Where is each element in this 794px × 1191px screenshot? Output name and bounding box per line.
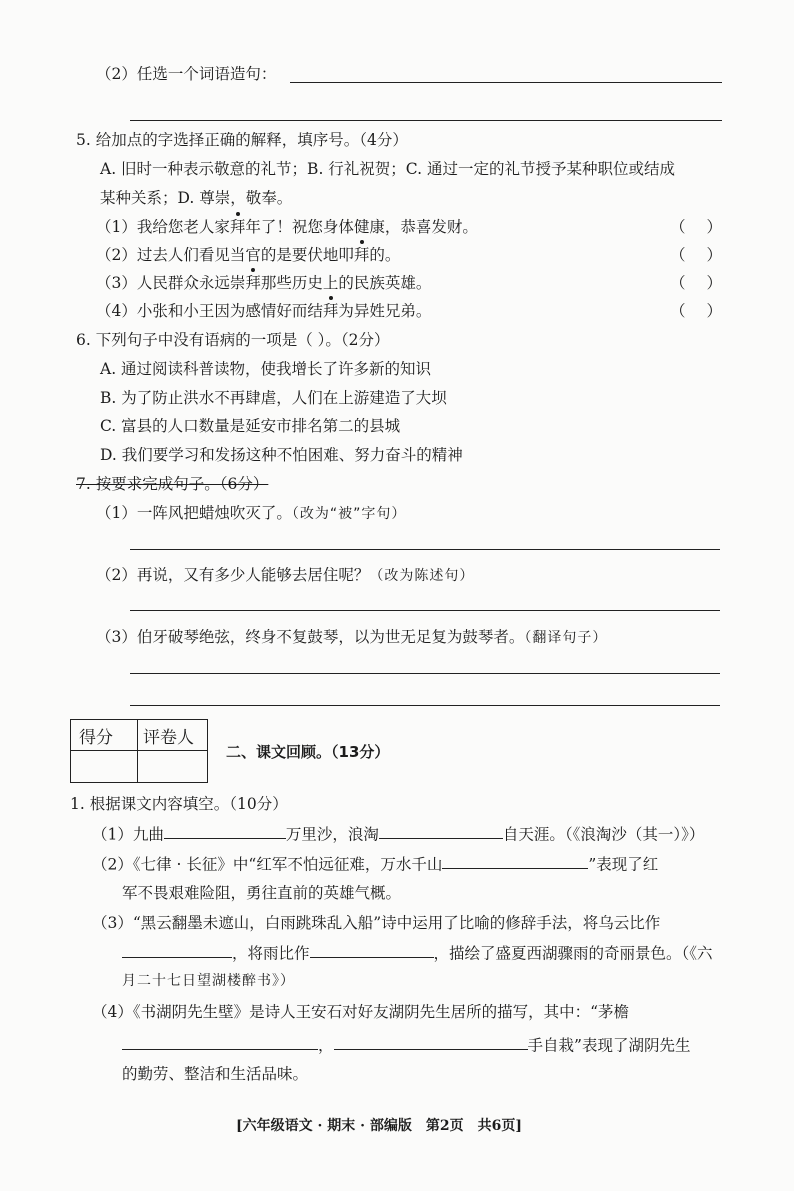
q6-option-a: A. 通过阅读科普读物，使我增长了许多新的知识 (100, 360, 432, 378)
q4-sentence-label: （2）任选一个词语造句： (96, 65, 277, 83)
q7-item-1 (96, 501, 406, 523)
q7-answer-line-3b[interactable] (130, 705, 720, 706)
s2q1-line3: （3）“黑云翻墨未遮山，白雨跳珠乱入船”诗中运用了比喻的修辞手法，将乌云比作 (92, 914, 661, 932)
s2q1-line3c: 月二十七日望湖楼醉书》） (122, 973, 295, 989)
dotted-char: 拜 (245, 271, 261, 293)
q7-title: 7. 按要求完成句子。（6分） (76, 475, 269, 493)
s2q1-line4b (122, 1033, 690, 1055)
score-header: 得分 (79, 728, 113, 748)
s2q1-line1 (92, 822, 704, 844)
q5-item-text: 为异姓兄弟。 (338, 302, 432, 320)
q7-answer-line-2[interactable] (130, 610, 720, 611)
blank[interactable] (122, 941, 232, 958)
s2q1-line4: （4）《书湖阴先生壁》是诗人王安石对好友湖阴先生居所的描写，其中：“茅檐 (92, 1003, 630, 1021)
dotted-char: 拜 (323, 299, 339, 321)
fill-text: 手自栽”表现了湖阴先生 (527, 1036, 691, 1055)
q5-options-line2: 某种关系；D. 尊崇，敬奉。 (100, 189, 293, 207)
q5-item-text: （2）过去人们看见当官的是要伏地叩 (96, 246, 354, 264)
q7-item-note: （翻译句子） (524, 630, 608, 646)
q5-item-text: （4）小张和小王因为感情好而结 (96, 302, 323, 320)
blank[interactable] (122, 1033, 318, 1050)
q5-options-line1: A. 旧时一种表示敬意的礼节；B. 行礼祝贺；C. 通过一定的礼节授予某种职位或结成 (100, 160, 675, 178)
blank[interactable] (442, 852, 588, 869)
q5-item-2 (96, 243, 400, 265)
q6-option-b: B. 为了防止洪水不再肆虐，人们在上游建造了大坝 (100, 389, 447, 407)
fill-text: （2）《七律 · 长征》中“红军不怕远征难，万水千山 (92, 855, 443, 874)
q4-answer-line-2[interactable] (130, 120, 722, 121)
q7-item-text: （3）伯牙破琴绝弦，终身不复鼓琴，以为世无足复为鼓琴者。 (96, 628, 525, 646)
fill-text: ”表现了红 (588, 855, 659, 874)
q5-item-4 (96, 299, 431, 321)
dotted-char: 拜 (230, 215, 246, 237)
q5-answer-paren-4[interactable]: （ ） (670, 302, 722, 320)
q5-answer-paren-2[interactable]: （ ） (670, 246, 722, 264)
blank[interactable] (334, 1033, 528, 1050)
fill-text: 自天涯。（《浪淘沙（其一）》） (502, 825, 705, 844)
s2q1-line2b: 军不畏艰难险阻，勇往直前的英雄气概。 (122, 884, 402, 902)
q5-answer-paren-3[interactable]: （ ） (670, 274, 722, 292)
page-footer: [六年级语文 · 期末 · 部编版 第2页 共6页] (236, 1118, 522, 1134)
grader-header: 评卷人 (143, 728, 194, 748)
table-divider (71, 750, 207, 751)
q7-item-note: （改为陈述句） (369, 568, 475, 584)
q5-item-3 (96, 271, 431, 293)
q5-title: 5. 给加点的字选择正确的解释，填序号。（4分） (76, 131, 408, 149)
s2q1-line2 (92, 852, 658, 874)
score-table (70, 719, 208, 783)
q5-item-text: （1）我给您老人家 (96, 218, 230, 236)
q6-option-c: C. 富县的人口数量是延安市排名第二的县城 (100, 417, 401, 435)
q7-item-text: （2）再说，又有多少人能够去居住呢？ (96, 566, 370, 584)
q7-answer-line-3a[interactable] (130, 673, 720, 674)
fill-text: ，描绘了盛夏西湖骤雨的奇丽景色。（《六 (433, 944, 713, 963)
dotted-char: 拜 (354, 243, 370, 265)
table-divider (137, 720, 138, 782)
blank[interactable] (310, 941, 434, 958)
s2q1-line3b (122, 941, 713, 963)
q5-item-text: 的。 (369, 246, 401, 264)
fill-text: （1）九曲 (92, 825, 164, 844)
blank[interactable] (379, 822, 503, 839)
q5-item-text: （3）人民群众永远崇 (96, 274, 246, 292)
fill-text: 万里沙，浪淘 (285, 825, 379, 844)
q5-item-text: 那些历史上的民族英雄。 (260, 274, 432, 292)
fill-text: ， (318, 1036, 334, 1055)
q5-answer-paren-1[interactable]: （ ） (670, 218, 722, 236)
q6-title: 6. 下列句子中没有语病的一项是（ ）。（2分） (76, 331, 390, 349)
q6-option-d: D. 我们要学习和发扬这种不怕困难、努力奋斗的精神 (100, 446, 463, 464)
q5-item-text: 年了！祝您身体健康，恭喜发财。 (245, 218, 478, 236)
q4-answer-line-1[interactable] (290, 82, 722, 83)
q7-answer-line-1[interactable] (130, 549, 720, 550)
q7-item-note: （改为“被”字句） (291, 506, 407, 522)
s2q1-title: 1. 根据课文内容填空。（10分） (70, 795, 288, 813)
s2q1-line4c: 的勤劳、整洁和生活品味。 (122, 1065, 309, 1083)
q5-item-1 (96, 215, 478, 237)
q7-item-text: （1）一阵风把蜡烛吹灭了。 (96, 504, 292, 522)
fill-text: ，将雨比作 (232, 944, 310, 963)
blank[interactable] (164, 822, 286, 839)
section2-title: 二、课文回顾。（13分） (226, 743, 390, 761)
q7-item-3 (96, 625, 607, 647)
q7-item-2 (96, 563, 474, 585)
